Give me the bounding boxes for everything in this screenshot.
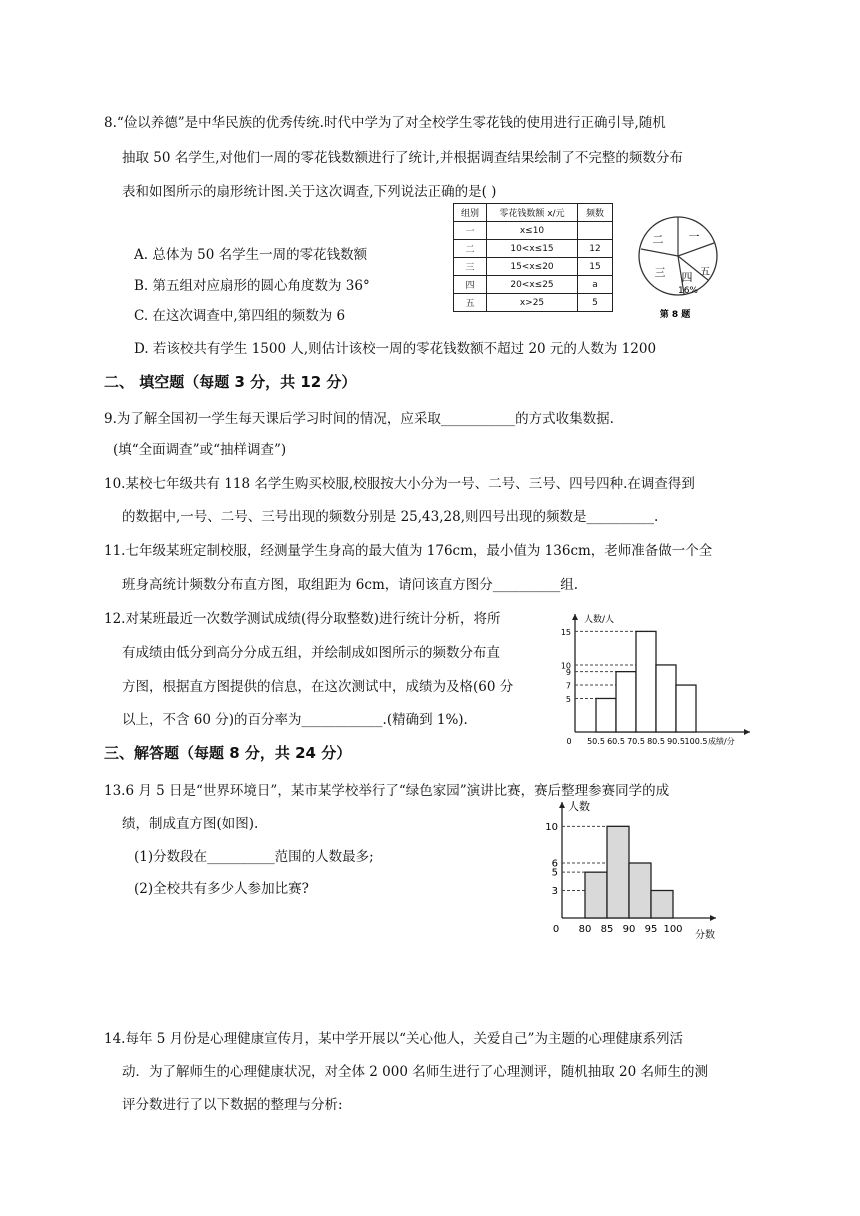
- pie-label: 五: [700, 267, 710, 278]
- x-axis-arrow: [744, 729, 750, 735]
- frequency-table: [453, 203, 613, 312]
- section-title: 三、解答题（每题 8 分，共 24 分）: [104, 744, 352, 762]
- q14-line1: 14.每年 5 月份是心理健康宣传月，某中学开展以“关心他人，关爱自己”为主题的心理健康系列活: [104, 1031, 683, 1047]
- q13-sub2: (2)全校共有多少人参加比赛?: [134, 881, 309, 897]
- table-cell: 5: [578, 294, 613, 312]
- pie-percent-label: 16%: [677, 286, 699, 296]
- q8-line2: 抽取 50 名学生,对他们一周的零花钱数额进行了统计,并根据调查结果绘制了不完整的频数分布: [122, 150, 683, 166]
- q8-line3: 表和如图所示的扇形统计图.关于这次调查,下列说法正确的是( ): [122, 184, 497, 200]
- q8-option-b: B. 第五组对应扇形的圆心角度数为 36°: [134, 278, 370, 294]
- histogram-bar: [607, 826, 629, 918]
- table-cell: 五: [454, 294, 487, 312]
- histogram-bar: [656, 665, 676, 732]
- table-cell: 10<x≤15: [487, 240, 578, 258]
- x-axis-label: 成绩/分: [708, 737, 735, 746]
- y-axis-label: 人数: [568, 800, 590, 813]
- x-axis-label: 分数: [695, 930, 715, 941]
- q13-line2: 绩，制成直方图(如图).: [122, 816, 259, 832]
- y-tick-label: 10: [545, 821, 558, 833]
- q13-sub1: (1)分数段在__________范围的人数最多;: [134, 849, 374, 865]
- origin-label: 0: [552, 924, 560, 935]
- x-tick-label: 60.5: [607, 737, 625, 746]
- origin-label: 0: [566, 737, 572, 746]
- pie-chart: [636, 198, 722, 330]
- histogram-bar: [629, 863, 651, 918]
- table-header-cell: 组别: [454, 204, 487, 222]
- table-header-row: [454, 204, 613, 222]
- table-row: [454, 258, 613, 276]
- section-title: 二、 填空题（每题 3 分，共 12 分）: [104, 373, 357, 391]
- table-row: [454, 222, 613, 240]
- y-tick-label: 3: [551, 886, 558, 897]
- y-tick-label: 15: [560, 627, 571, 637]
- pie-label: 四: [681, 271, 693, 284]
- q9-line1: 9.为了解全国初一学生每天课后学习时间的情况，应采取___________的方式收集数据.: [104, 411, 614, 427]
- x-tick-label: 90: [622, 924, 636, 935]
- x-tick-label: 50.5: [587, 737, 605, 746]
- x-tick-label: 85: [600, 924, 614, 935]
- q12-line3: 方图，根据直方图提供的信息，在这次测试中，成绩为及格(60 分: [122, 679, 514, 695]
- q12-line2: 有成绩由低分到高分分成五组，并绘制成如图所示的频数分布直: [122, 645, 500, 661]
- y-tick-label: 7: [565, 681, 571, 691]
- x-axis-arrow: [710, 915, 716, 921]
- x-tick-label: 70.5: [627, 737, 645, 746]
- table-row: [454, 240, 613, 258]
- pie-caption: 第 8 题: [659, 310, 691, 320]
- histogram-q12: [560, 606, 752, 746]
- pie-label: 二: [652, 233, 664, 246]
- x-tick-label: 100.5: [684, 737, 708, 746]
- table-cell: x>25: [487, 294, 578, 312]
- q8-line1: 8.“俭以养德”是中华民族的优秀传统.时代中学为了对全校学生零花钱的使用进行正确引导,随机: [104, 115, 666, 131]
- histogram-bar: [585, 872, 607, 918]
- table-cell: 20<x≤25: [487, 276, 578, 294]
- q10-line1: 10.某校七年级共有 118 名学生购买校服,校服按大小分为一号、二号、三号、四号四种.在调查得到: [104, 476, 695, 492]
- q10-line2: 的数据中,一号、二号、三号出现的频数分别是 25,43,28,则四号出现的频数是__________.: [122, 509, 659, 525]
- table-cell: x≤10: [487, 222, 578, 240]
- pie-label: 三: [654, 266, 666, 279]
- x-tick-label: 80.5: [647, 737, 665, 746]
- x-tick-label: 95: [644, 924, 658, 935]
- table-cell: 15<x≤20: [487, 258, 578, 276]
- table-cell: 四: [454, 276, 487, 294]
- q12-line4: 以上，不含 60 分)的百分率为____________.(精确到 1%).: [122, 712, 468, 728]
- table-cell: [578, 222, 613, 240]
- histogram-bar: [636, 631, 656, 732]
- histogram-bar: [616, 672, 636, 732]
- table-cell: 15: [578, 258, 613, 276]
- q8-option-c: C. 在这次调查中,第四组的频数为 6: [134, 308, 346, 324]
- x-tick-label: 100: [663, 924, 683, 935]
- y-tick-label: 9: [565, 668, 571, 678]
- q11-line2: 班身高统计频数分布直方图，取组距为 6cm，请问该直方图分__________组.: [122, 577, 579, 593]
- histogram-bar: [651, 891, 673, 919]
- y-axis-label: 人数/人: [584, 615, 615, 625]
- table-cell: 二: [454, 240, 487, 258]
- q14-line2: 动．为了解师生的心理健康状况，对全体 2 000 名师生进行了心理测评，随机抽取 20 名师生的测: [122, 1064, 708, 1080]
- histogram-q13: [540, 796, 730, 946]
- table-cell: 三: [454, 258, 487, 276]
- table-cell: 12: [578, 240, 613, 258]
- x-tick-label: 90.5: [667, 737, 685, 746]
- y-tick-label: 10: [560, 661, 571, 671]
- q8-option-d: D. 若该校共有学生 1500 人,则估计该校一周的零花钱数额不超过 20 元的人数为 1200: [134, 341, 657, 357]
- q13-line1: 13.6 月 5 日是“世界环境日”，某市某学校举行了“绿色家园”演讲比赛，赛后整理参赛同学的成: [104, 783, 670, 799]
- pie-label: 一: [688, 230, 700, 243]
- y-axis-arrow: [559, 802, 565, 808]
- table-cell: a: [578, 276, 613, 294]
- q12-line1: 12.对某班最近一次数学测试成绩(得分取整数)进行统计分析，将所: [104, 611, 501, 627]
- q8-option-a: A. 总体为 50 名学生一周的零花钱数额: [134, 247, 368, 263]
- table-row: [454, 294, 613, 312]
- y-tick-label: 5: [551, 867, 558, 879]
- table-cell: 一: [454, 222, 487, 240]
- table-header-cell: 频数: [578, 204, 613, 222]
- y-tick-label: 6: [551, 858, 558, 870]
- y-axis-arrow: [572, 614, 578, 620]
- y-tick-label: 5: [565, 694, 571, 704]
- x-tick-label: 80: [578, 924, 592, 935]
- q14-line3: 评分数进行了以下数据的整理与分析:: [122, 1097, 343, 1113]
- histogram-bar: [676, 685, 696, 732]
- q9-line2: (填“全面调查”或“抽样调查”): [113, 442, 287, 458]
- table-header-cell: 零花钱数额 x/元: [487, 204, 578, 222]
- histogram-bar: [596, 698, 616, 732]
- q11-line1: 11.七年级某班定制校服，经测量学生身高的最大值为 176cm，最小值为 136cm，老师准备做一个全: [104, 543, 713, 559]
- table-row: [454, 276, 613, 294]
